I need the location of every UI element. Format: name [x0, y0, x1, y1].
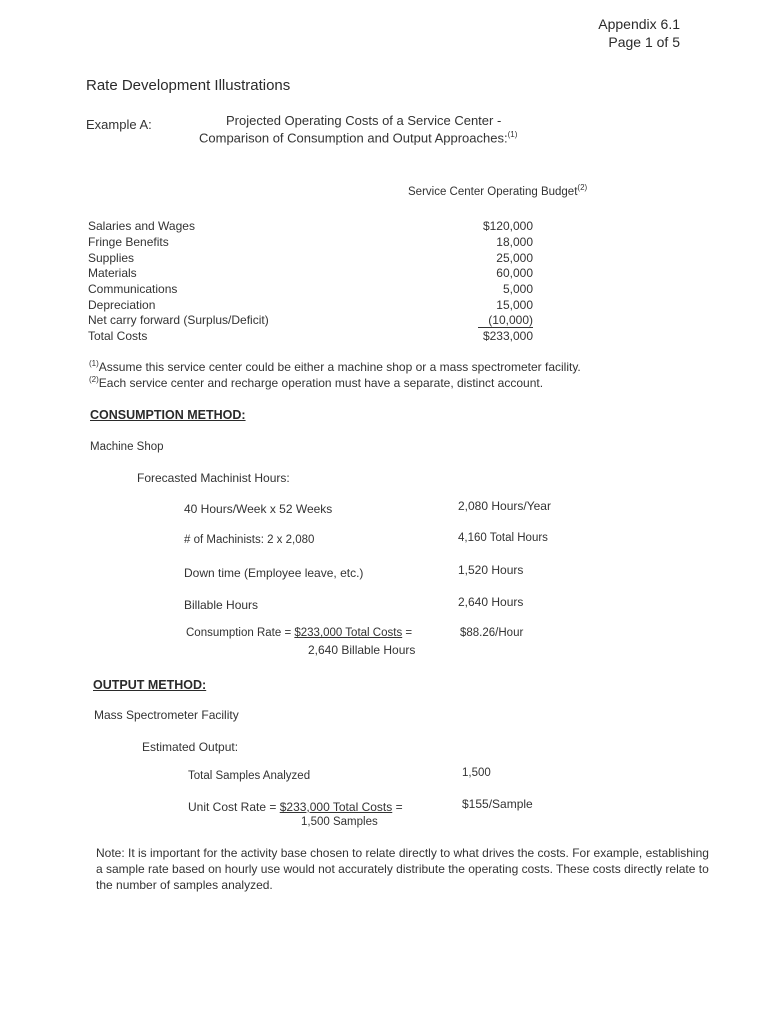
example-title-line2: Comparison of Consumption and Output Approaches:$^{(1)}$ — [199, 130, 518, 146]
consumption-method-heading: CONSUMPTION METHOD: — [90, 408, 246, 422]
budget-row: Supplies 25,000 — [88, 251, 533, 265]
calc-row-value: 2,080 Hours/Year — [458, 499, 551, 513]
mass-spec-label: Mass Spectrometer Facility — [94, 708, 239, 722]
budget-row: Salaries and Wages $120,000 — [88, 219, 533, 233]
consumption-rate-value: $88.26/Hour — [460, 627, 524, 639]
calc-row-label: Down time (Employee leave, etc.) — [184, 566, 364, 580]
appendix-label: Appendix 6.1 — [598, 16, 680, 32]
consumption-rate-denominator: 2,640 Billable Hours — [308, 643, 416, 657]
calc-row-label: Billable Hours — [184, 598, 259, 612]
budget-total-row: Total Costs $233,000 — [88, 329, 533, 343]
calc-row-value: 2,640 Hours — [458, 595, 524, 609]
budget-heading: Service Center Operating Budget$^{(2)}$ — [408, 183, 588, 198]
calc-row-value: 4,160 Total Hours — [458, 532, 548, 544]
consumption-rate-formula: Consumption Rate = $233,000 Total Costs = — [186, 627, 413, 639]
document-title: Rate Development Illustrations — [86, 77, 291, 94]
footnote-1: $^{(1)}$Assume this service center could be either a machine shop or a mass spectrometer facility. — [89, 359, 581, 374]
page-number: Page 1 of 5 — [608, 34, 680, 50]
samples-label: Total Samples Analyzed — [188, 770, 311, 782]
budget-row: Depreciation 15,000 — [88, 298, 533, 312]
unit-cost-formula: Unit Cost Rate = $233,000 Total Costs = — [188, 800, 403, 814]
footnote-2: $^{(2)}$Each service center and recharge operation must have a separate, distinct account. — [89, 375, 544, 390]
budget-row: Materials 60,000 — [88, 266, 533, 280]
note-paragraph: Note: It is important for the activity base chosen to relate directly to what drives the costs. For example, establishing a sample rate based on hourly use would not accurately distribute the operating costs. These costs directly relate to the number of samples analyzed. — [96, 846, 709, 892]
machine-shop-label: Machine Shop — [90, 441, 164, 453]
calc-row-label: # of Machinists: 2 x 2,080 — [184, 534, 315, 546]
estimated-output-label: Estimated Output: — [142, 740, 239, 754]
example-title-line1: Projected Operating Costs of a Service Center - — [226, 113, 502, 128]
calc-row-label: 40 Hours/Week x 52 Weeks — [184, 502, 333, 516]
output-method-heading: OUTPUT METHOD: — [93, 678, 207, 692]
budget-row: Fringe Benefits 18,000 — [88, 235, 533, 249]
calc-row-value: 1,520 Hours — [458, 563, 524, 577]
example-label: Example A: — [86, 117, 152, 132]
unit-cost-denominator: 1,500 Samples — [301, 816, 378, 828]
samples-value: 1,500 — [462, 767, 491, 779]
forecasted-hours-label: Forecasted Machinist Hours: — [137, 471, 290, 485]
budget-row: Net carry forward (Surplus/Deficit) (10,000) — [88, 313, 533, 327]
unit-cost-value: $155/Sample — [462, 797, 533, 811]
budget-row: Communications 5,000 — [88, 282, 533, 296]
